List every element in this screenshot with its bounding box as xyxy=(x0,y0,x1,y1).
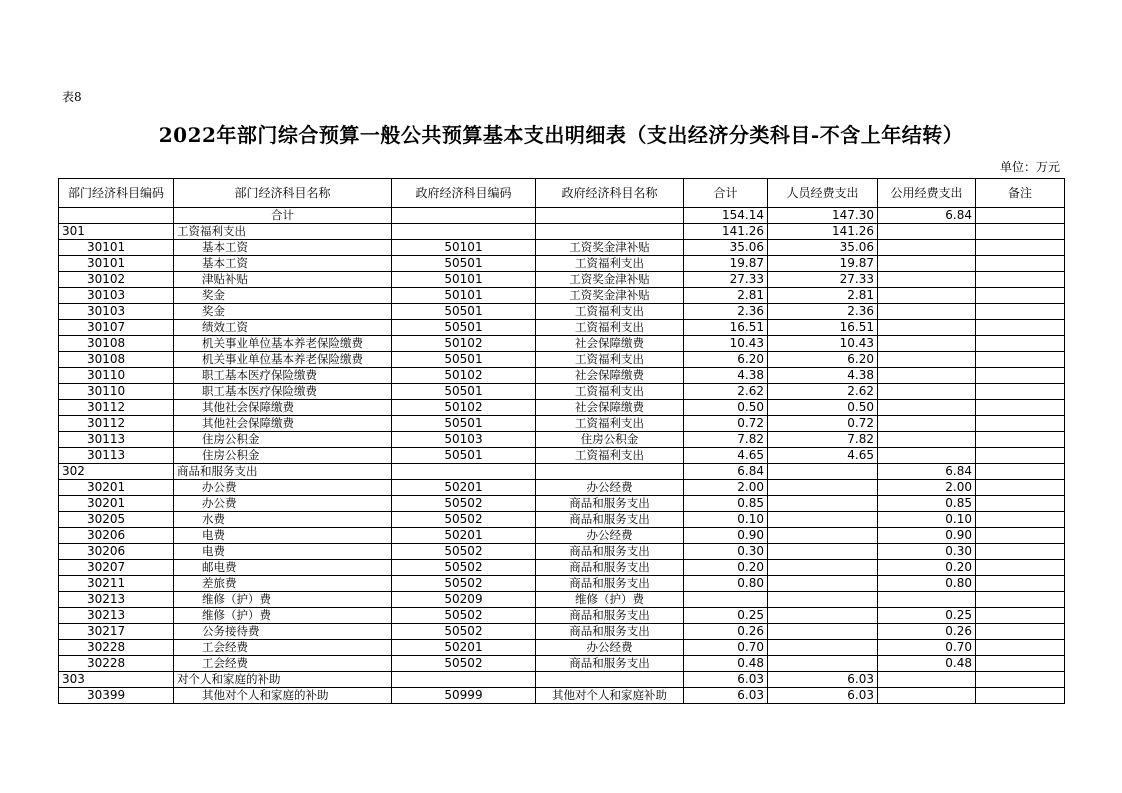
gov-code-cell: 50102 xyxy=(392,336,536,352)
unit-label: 单位：万元 xyxy=(999,160,1060,174)
total-cell: 0.50 xyxy=(684,400,768,416)
header-gov-name: 政府经济科目名称 xyxy=(536,179,684,208)
dept-code-cell: 302 xyxy=(59,464,174,480)
personnel-cell: 10.43 xyxy=(768,336,878,352)
total-cell: 141.26 xyxy=(684,224,768,240)
public-cell xyxy=(878,448,976,464)
personnel-cell xyxy=(768,576,878,592)
gov-code-cell: 50102 xyxy=(392,400,536,416)
gov-code-cell: 50201 xyxy=(392,528,536,544)
note-cell xyxy=(976,608,1065,624)
gov-code-cell: 50201 xyxy=(392,480,536,496)
dept-code-cell: 30206 xyxy=(59,544,174,560)
note-cell xyxy=(976,672,1065,688)
gov-code-cell: 50502 xyxy=(392,544,536,560)
dept-name-cell: 奖金 xyxy=(174,304,392,320)
gov-name-cell: 商品和服务支出 xyxy=(536,624,684,640)
gov-name-cell: 工资奖金津补贴 xyxy=(536,288,684,304)
gov-name-cell: 维修（护）费 xyxy=(536,592,684,608)
item-row xyxy=(59,240,1065,256)
public-cell xyxy=(878,256,976,272)
gov-name-cell: 工资福利支出 xyxy=(536,448,684,464)
item-row xyxy=(59,656,1065,672)
dept-name-cell: 基本工资 xyxy=(174,256,392,272)
dept-name-cell: 住房公积金 xyxy=(174,448,392,464)
dept-name-cell: 工会经费 xyxy=(174,640,392,656)
public-cell: 0.70 xyxy=(878,640,976,656)
gov-code-cell xyxy=(392,672,536,688)
gov-name-cell xyxy=(536,672,684,688)
total-cell: 10.43 xyxy=(684,336,768,352)
item-row xyxy=(59,400,1065,416)
personnel-cell: 0.50 xyxy=(768,400,878,416)
note-cell xyxy=(976,384,1065,400)
total-cell: 16.51 xyxy=(684,320,768,336)
personnel-cell: 6.20 xyxy=(768,352,878,368)
personnel-cell: 2.81 xyxy=(768,288,878,304)
note-cell xyxy=(976,640,1065,656)
note-cell xyxy=(976,400,1065,416)
personnel-cell: 6.03 xyxy=(768,688,878,704)
gov-code-cell: 50101 xyxy=(392,288,536,304)
gov-code-cell: 50502 xyxy=(392,576,536,592)
gov-name-cell: 商品和服务支出 xyxy=(536,512,684,528)
public-cell xyxy=(878,672,976,688)
public-cell xyxy=(878,288,976,304)
note-cell xyxy=(976,464,1065,480)
gov-code-cell: 50501 xyxy=(392,448,536,464)
gov-name-cell: 商品和服务支出 xyxy=(536,544,684,560)
personnel-cell: 35.06 xyxy=(768,240,878,256)
total-cell: 0.90 xyxy=(684,528,768,544)
public-cell: 0.25 xyxy=(878,608,976,624)
public-cell xyxy=(878,336,976,352)
total-amount: 154.14 xyxy=(684,208,768,224)
public-cell xyxy=(878,400,976,416)
gov-name-cell: 其他对个人和家庭补助 xyxy=(536,688,684,704)
note-cell xyxy=(976,336,1065,352)
note-cell xyxy=(976,560,1065,576)
note-cell xyxy=(976,304,1065,320)
item-row xyxy=(59,608,1065,624)
personnel-cell xyxy=(768,544,878,560)
personnel-cell: 4.65 xyxy=(768,448,878,464)
dept-code-cell: 30107 xyxy=(59,320,174,336)
total-personnel: 147.30 xyxy=(768,208,878,224)
total-cell: 0.48 xyxy=(684,656,768,672)
note-cell xyxy=(976,272,1065,288)
public-cell xyxy=(878,432,976,448)
item-row xyxy=(59,528,1065,544)
item-row xyxy=(59,624,1065,640)
total-cell: 2.62 xyxy=(684,384,768,400)
personnel-cell: 2.62 xyxy=(768,384,878,400)
dept-code-cell: 30113 xyxy=(59,448,174,464)
total-cell xyxy=(684,592,768,608)
dept-code-cell: 30213 xyxy=(59,592,174,608)
gov-name-cell: 办公经费 xyxy=(536,480,684,496)
dept-code-cell: 301 xyxy=(59,224,174,240)
personnel-cell: 2.36 xyxy=(768,304,878,320)
gov-name-cell: 商品和服务支出 xyxy=(536,496,684,512)
item-row xyxy=(59,688,1065,704)
dept-name-cell: 绩效工资 xyxy=(174,320,392,336)
dept-name-cell: 邮电费 xyxy=(174,560,392,576)
public-cell xyxy=(878,224,976,240)
personnel-cell: 6.03 xyxy=(768,672,878,688)
personnel-cell xyxy=(768,496,878,512)
total-cell: 19.87 xyxy=(684,256,768,272)
gov-code-cell: 50501 xyxy=(392,320,536,336)
total-dept-code xyxy=(59,208,174,224)
total-cell: 0.25 xyxy=(684,608,768,624)
dept-name-cell: 办公费 xyxy=(174,480,392,496)
item-row xyxy=(59,384,1065,400)
header-dept-code: 部门经济科目编码 xyxy=(59,179,174,208)
dept-code-cell: 30206 xyxy=(59,528,174,544)
dept-code-cell: 30211 xyxy=(59,576,174,592)
dept-name-cell: 职工基本医疗保险缴费 xyxy=(174,368,392,384)
item-row xyxy=(59,448,1065,464)
category-row xyxy=(59,464,1065,480)
personnel-cell xyxy=(768,560,878,576)
public-cell: 0.26 xyxy=(878,624,976,640)
dept-name-cell: 维修（护）费 xyxy=(174,592,392,608)
personnel-cell xyxy=(768,592,878,608)
gov-code-cell: 50102 xyxy=(392,368,536,384)
total-cell: 7.82 xyxy=(684,432,768,448)
dept-code-cell: 30110 xyxy=(59,368,174,384)
gov-code-cell: 50502 xyxy=(392,560,536,576)
public-cell: 0.20 xyxy=(878,560,976,576)
total-cell: 35.06 xyxy=(684,240,768,256)
note-cell xyxy=(976,480,1065,496)
total-cell: 0.30 xyxy=(684,544,768,560)
dept-name-cell: 差旅费 xyxy=(174,576,392,592)
header-dept-name: 部门经济科目名称 xyxy=(174,179,392,208)
note-cell xyxy=(976,224,1065,240)
gov-name-cell: 社会保障缴费 xyxy=(536,336,684,352)
dept-name-cell: 其他社会保障缴费 xyxy=(174,400,392,416)
dept-code-cell: 30228 xyxy=(59,656,174,672)
note-cell xyxy=(976,496,1065,512)
gov-name-cell: 工资奖金津补贴 xyxy=(536,272,684,288)
dept-name-cell: 其他对个人和家庭的补助 xyxy=(174,688,392,704)
gov-code-cell: 50103 xyxy=(392,432,536,448)
dept-code-cell: 30110 xyxy=(59,384,174,400)
gov-name-cell: 商品和服务支出 xyxy=(536,656,684,672)
dept-name-cell: 工会经费 xyxy=(174,656,392,672)
item-row xyxy=(59,576,1065,592)
public-cell xyxy=(878,320,976,336)
personnel-cell: 141.26 xyxy=(768,224,878,240)
note-cell xyxy=(976,592,1065,608)
note-cell xyxy=(976,656,1065,672)
gov-code-cell: 50101 xyxy=(392,272,536,288)
budget-table xyxy=(58,178,1065,704)
total-label: 合计 xyxy=(174,208,392,224)
note-cell xyxy=(976,688,1065,704)
gov-name-cell: 办公经费 xyxy=(536,528,684,544)
personnel-cell xyxy=(768,640,878,656)
dept-name-cell: 办公费 xyxy=(174,496,392,512)
total-note xyxy=(976,208,1065,224)
personnel-cell: 0.72 xyxy=(768,416,878,432)
personnel-cell xyxy=(768,464,878,480)
public-cell: 6.84 xyxy=(878,464,976,480)
item-row xyxy=(59,416,1065,432)
public-cell xyxy=(878,368,976,384)
gov-code-cell: 50209 xyxy=(392,592,536,608)
item-row xyxy=(59,496,1065,512)
note-cell xyxy=(976,576,1065,592)
public-cell xyxy=(878,416,976,432)
gov-code-cell: 50501 xyxy=(392,384,536,400)
total-row xyxy=(59,208,1065,224)
public-cell xyxy=(878,272,976,288)
gov-name-cell: 工资福利支出 xyxy=(536,384,684,400)
item-row xyxy=(59,288,1065,304)
item-row xyxy=(59,544,1065,560)
gov-name-cell: 工资福利支出 xyxy=(536,320,684,336)
gov-code-cell: 50502 xyxy=(392,656,536,672)
header-gov-code: 政府经济科目编码 xyxy=(392,179,536,208)
gov-name-cell: 工资福利支出 xyxy=(536,352,684,368)
gov-name-cell xyxy=(536,224,684,240)
dept-name-cell: 商品和服务支出 xyxy=(174,464,392,480)
dept-code-cell: 30207 xyxy=(59,560,174,576)
personnel-cell xyxy=(768,624,878,640)
dept-name-cell: 津贴补贴 xyxy=(174,272,392,288)
gov-code-cell: 50201 xyxy=(392,640,536,656)
total-gov-name xyxy=(536,208,684,224)
item-row xyxy=(59,560,1065,576)
total-cell: 6.20 xyxy=(684,352,768,368)
dept-name-cell: 机关事业单位基本养老保险缴费 xyxy=(174,336,392,352)
public-cell xyxy=(878,688,976,704)
item-row xyxy=(59,304,1065,320)
header-row xyxy=(59,179,1065,208)
item-row xyxy=(59,368,1065,384)
gov-name-cell: 商品和服务支出 xyxy=(536,576,684,592)
note-cell xyxy=(976,448,1065,464)
public-cell xyxy=(878,592,976,608)
gov-name-cell: 住房公积金 xyxy=(536,432,684,448)
total-cell: 0.80 xyxy=(684,576,768,592)
personnel-cell xyxy=(768,528,878,544)
dept-name-cell: 维修（护）费 xyxy=(174,608,392,624)
public-cell xyxy=(878,352,976,368)
dept-code-cell: 30201 xyxy=(59,496,174,512)
dept-name-cell: 对个人和家庭的补助 xyxy=(174,672,392,688)
item-row xyxy=(59,592,1065,608)
dept-code-cell: 30108 xyxy=(59,352,174,368)
total-cell: 0.20 xyxy=(684,560,768,576)
item-row xyxy=(59,336,1065,352)
personnel-cell xyxy=(768,608,878,624)
dept-code-cell: 30205 xyxy=(59,512,174,528)
dept-name-cell: 水费 xyxy=(174,512,392,528)
public-cell: 0.85 xyxy=(878,496,976,512)
personnel-cell: 7.82 xyxy=(768,432,878,448)
note-cell xyxy=(976,352,1065,368)
personnel-cell: 4.38 xyxy=(768,368,878,384)
gov-name-cell: 工资福利支出 xyxy=(536,256,684,272)
gov-name-cell: 社会保障缴费 xyxy=(536,368,684,384)
gov-code-cell: 50999 xyxy=(392,688,536,704)
table-body xyxy=(59,179,1065,704)
dept-name-cell: 电费 xyxy=(174,528,392,544)
note-cell xyxy=(976,288,1065,304)
personnel-cell: 16.51 xyxy=(768,320,878,336)
public-cell: 0.48 xyxy=(878,656,976,672)
note-cell xyxy=(976,256,1065,272)
gov-code-cell: 50501 xyxy=(392,352,536,368)
dept-code-cell: 303 xyxy=(59,672,174,688)
total-cell: 2.00 xyxy=(684,480,768,496)
dept-name-cell: 奖金 xyxy=(174,288,392,304)
public-cell: 0.10 xyxy=(878,512,976,528)
personnel-cell xyxy=(768,656,878,672)
note-cell xyxy=(976,416,1065,432)
gov-name-cell: 商品和服务支出 xyxy=(536,560,684,576)
gov-code-cell: 50502 xyxy=(392,608,536,624)
category-row xyxy=(59,672,1065,688)
dept-name-cell: 职工基本医疗保险缴费 xyxy=(174,384,392,400)
dept-code-cell: 30213 xyxy=(59,608,174,624)
total-cell: 6.03 xyxy=(684,672,768,688)
public-cell xyxy=(878,304,976,320)
public-cell: 2.00 xyxy=(878,480,976,496)
note-cell xyxy=(976,320,1065,336)
gov-code-cell: 50502 xyxy=(392,496,536,512)
dept-code-cell: 30103 xyxy=(59,304,174,320)
gov-code-cell: 50501 xyxy=(392,256,536,272)
note-cell xyxy=(976,544,1065,560)
total-public: 6.84 xyxy=(878,208,976,224)
item-row xyxy=(59,320,1065,336)
item-row xyxy=(59,272,1065,288)
dept-code-cell: 30217 xyxy=(59,624,174,640)
public-cell: 0.80 xyxy=(878,576,976,592)
header-public: 公用经费支出 xyxy=(878,179,976,208)
public-cell xyxy=(878,384,976,400)
total-cell: 4.38 xyxy=(684,368,768,384)
total-cell: 0.26 xyxy=(684,624,768,640)
gov-name-cell: 办公经费 xyxy=(536,640,684,656)
dept-name-cell: 公务接待费 xyxy=(174,624,392,640)
gov-name-cell: 工资奖金津补贴 xyxy=(536,240,684,256)
table-number: 表8 xyxy=(62,90,82,104)
note-cell xyxy=(976,512,1065,528)
dept-code-cell: 30103 xyxy=(59,288,174,304)
gov-code-cell xyxy=(392,464,536,480)
public-cell: 0.30 xyxy=(878,544,976,560)
total-cell: 2.36 xyxy=(684,304,768,320)
gov-name-cell: 商品和服务支出 xyxy=(536,608,684,624)
header-note: 备注 xyxy=(976,179,1065,208)
gov-name-cell: 工资福利支出 xyxy=(536,304,684,320)
item-row xyxy=(59,352,1065,368)
dept-name-cell: 其他社会保障缴费 xyxy=(174,416,392,432)
total-cell: 0.10 xyxy=(684,512,768,528)
total-cell: 4.65 xyxy=(684,448,768,464)
gov-code-cell: 50501 xyxy=(392,304,536,320)
personnel-cell xyxy=(768,480,878,496)
gov-code-cell xyxy=(392,224,536,240)
gov-code-cell: 50502 xyxy=(392,624,536,640)
gov-name-cell: 工资福利支出 xyxy=(536,416,684,432)
personnel-cell xyxy=(768,512,878,528)
dept-code-cell: 30102 xyxy=(59,272,174,288)
gov-code-cell: 50502 xyxy=(392,512,536,528)
dept-name-cell: 基本工资 xyxy=(174,240,392,256)
total-cell: 6.84 xyxy=(684,464,768,480)
total-cell: 0.72 xyxy=(684,416,768,432)
dept-name-cell: 电费 xyxy=(174,544,392,560)
dept-code-cell: 30112 xyxy=(59,400,174,416)
dept-code-cell: 30201 xyxy=(59,480,174,496)
personnel-cell: 19.87 xyxy=(768,256,878,272)
personnel-cell: 27.33 xyxy=(768,272,878,288)
dept-code-cell: 30101 xyxy=(59,256,174,272)
total-cell: 2.81 xyxy=(684,288,768,304)
category-row xyxy=(59,224,1065,240)
dept-code-cell: 30112 xyxy=(59,416,174,432)
total-gov-code xyxy=(392,208,536,224)
item-row xyxy=(59,432,1065,448)
header-total: 合计 xyxy=(684,179,768,208)
dept-name-cell: 机关事业单位基本养老保险缴费 xyxy=(174,352,392,368)
gov-name-cell xyxy=(536,464,684,480)
item-row xyxy=(59,256,1065,272)
note-cell xyxy=(976,240,1065,256)
header-personnel: 人员经费支出 xyxy=(768,179,878,208)
item-row xyxy=(59,640,1065,656)
gov-code-cell: 50101 xyxy=(392,240,536,256)
public-cell xyxy=(878,240,976,256)
total-cell: 6.03 xyxy=(684,688,768,704)
total-cell: 0.85 xyxy=(684,496,768,512)
gov-code-cell: 50501 xyxy=(392,416,536,432)
page-title: 2022年部门综合预算一般公共预算基本支出明细表（支出经济分类科目-不含上年结转） xyxy=(158,123,964,147)
total-cell: 27.33 xyxy=(684,272,768,288)
item-row xyxy=(59,480,1065,496)
note-cell xyxy=(976,528,1065,544)
dept-code-cell: 30228 xyxy=(59,640,174,656)
gov-name-cell: 社会保障缴费 xyxy=(536,400,684,416)
item-row xyxy=(59,512,1065,528)
public-cell: 0.90 xyxy=(878,528,976,544)
dept-code-cell: 30101 xyxy=(59,240,174,256)
dept-name-cell: 住房公积金 xyxy=(174,432,392,448)
total-cell: 0.70 xyxy=(684,640,768,656)
dept-code-cell: 30108 xyxy=(59,336,174,352)
note-cell xyxy=(976,624,1065,640)
dept-name-cell: 工资福利支出 xyxy=(174,224,392,240)
dept-code-cell: 30113 xyxy=(59,432,174,448)
note-cell xyxy=(976,368,1065,384)
note-cell xyxy=(976,432,1065,448)
dept-code-cell: 30399 xyxy=(59,688,174,704)
